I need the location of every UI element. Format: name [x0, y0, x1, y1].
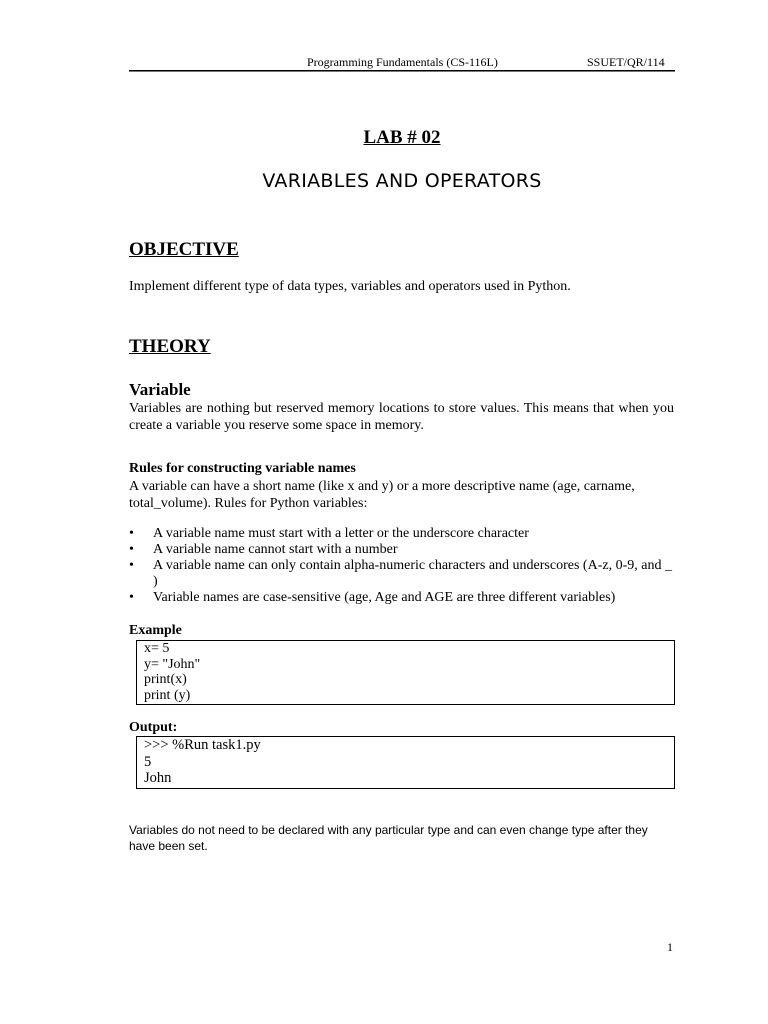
- theory-heading: THEORY: [129, 336, 211, 357]
- header-rule: [129, 70, 675, 71]
- rules-list: [129, 526, 674, 606]
- rules-heading: Rules for constructing variable names: [129, 461, 356, 476]
- objective-text: Implement different type of data types, variables and operators used in Python.: [129, 279, 571, 294]
- code-line: print(x): [144, 672, 187, 687]
- variable-heading: Variable: [129, 380, 191, 399]
- code-line: y= "John": [144, 656, 201, 672]
- list-item: • A variable name cannot start with a number: [129, 542, 674, 558]
- output-line: 5: [144, 753, 152, 770]
- example-heading: Example: [129, 623, 182, 638]
- output-box: [136, 736, 675, 789]
- lab-number: LAB # 02: [363, 127, 441, 148]
- header-code: SSUET/QR/114: [587, 55, 665, 69]
- example-code-box: [136, 640, 675, 705]
- list-item: • Variable names are case-sensitive (age, Age and AGE are three different variables): [129, 590, 674, 606]
- header-course: Programming Fundamentals (CS-116L): [307, 55, 498, 69]
- list-item: • A variable name must start with a letter or the underscore character: [129, 526, 674, 542]
- page-number: 1: [667, 940, 673, 954]
- lab-title: VARIABLES AND OPERATORS: [262, 170, 542, 192]
- output-line: >>> %Run task1.py: [144, 737, 261, 753]
- variable-text: Variables are nothing but reserved memory locations to store values. This means that when you create a variable you reserve some space in memory.: [129, 401, 674, 433]
- output-line: John: [144, 770, 172, 786]
- output-heading: Output:: [129, 720, 178, 735]
- objective-heading: OBJECTIVE: [129, 239, 239, 260]
- list-item: • A variable name can only contain alpha-numeric characters and underscores (A-z, 0-9, and _ ): [129, 558, 674, 590]
- code-line: print (y): [144, 687, 191, 703]
- note-text: Variables do not need to be declared with any particular type and can even change type after they have been set.: [129, 823, 648, 853]
- rules-text: A variable can have a short name (like x and y) or a more descriptive name (age, carname, total_volume). Rules for Python variables:: [129, 479, 635, 511]
- code-line: x= 5: [144, 641, 170, 656]
